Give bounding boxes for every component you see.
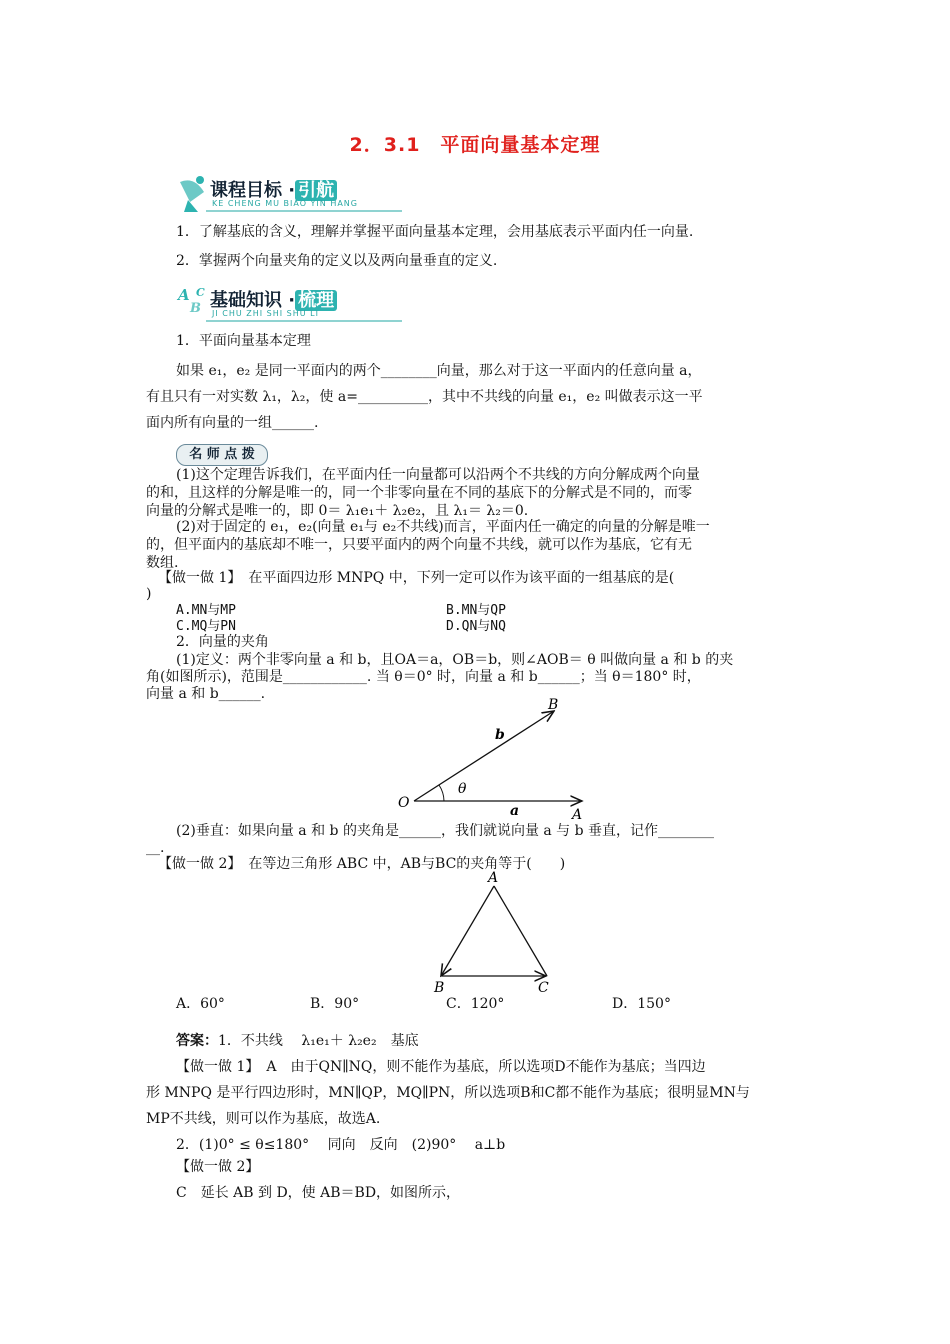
answer-line-4: MP不共线，则可以作为基底，故选A. (146, 1111, 381, 1127)
svg-text:A: A (178, 286, 190, 304)
course-goal-banner (176, 172, 406, 216)
vector-angle-figure (390, 695, 650, 825)
vector-b-arrow (414, 711, 554, 801)
basic-knowledge-banner (176, 282, 406, 326)
tip-line-6: 数组. (146, 555, 179, 571)
answer-line-6: 【做一做 2】 (176, 1159, 260, 1175)
page-title: 2．3.1 平面向量基本定理 (349, 134, 601, 156)
exercise-2-stem: 【做一做 2】 在等边三角形 ABC 中，AB与BC的夹角等于( ) (158, 856, 566, 872)
answer-label: 答案： (176, 1033, 218, 1049)
exercise-1-option-b: B.MN与QP (446, 603, 506, 618)
exercise-2-option-d: D．150° (612, 996, 671, 1012)
angle-def-line-2: 角(如图所示)，范围是____________. 当 θ＝0° 时，向量 a 和 b______；当 θ＝180° 时， (146, 669, 701, 685)
side-ac (494, 886, 547, 976)
perpendicular-line-1: (2)垂直：如果向量 a 和 b 的夹角是______，我们就说向量 a 与 b 垂直，记作________ (176, 823, 715, 839)
tip-line-4: (2)对于固定的 e₁，e₂(向量 e₁与 e₂不共线)而言，平面内任一确定的向量的分解是唯一 (176, 519, 710, 535)
exercise-2-option-b: B．90° (310, 996, 360, 1012)
banner-title: 基础知识 · 梳理 (210, 286, 337, 312)
exercise-1-option-d: D.QN与NQ (446, 619, 506, 634)
theorem-line-2: 有且只有一对实数 λ₁，λ₂，使 a=__________，其中不共线的向量 e₁，e₂ 叫做表示这一平 (146, 389, 703, 405)
banner-title: 课程目标 · 引航 (210, 176, 337, 202)
label-B: B (548, 697, 559, 713)
section-2-heading: 2．向量的夹角 (176, 634, 269, 650)
abc-icon (176, 282, 212, 324)
label-b: b (495, 727, 505, 743)
tip-line-5: 的，但平面内的基底却不唯一，只要平面内的两个向量不共线，就可以作为基底，它有无 (146, 537, 692, 553)
answer-line-7: C 延长 AB 到 D，使 AB＝BD，如图所示， (176, 1185, 461, 1201)
perpendicular-line-2: __. (146, 840, 165, 856)
side-ab (441, 886, 494, 976)
angle-def-line-3: 向量 a 和 b______. (146, 686, 266, 702)
tip-line-3: 向量的分解式是唯一的，即 0＝ λ₁e₁＋ λ₂e₂，且 λ₁＝ λ₂＝0. (146, 503, 529, 519)
exercise-2-option-c: C．120° (446, 996, 505, 1012)
answer-1-text: 1．不共线 λ₁e₁＋ λ₂e₂ 基底 (218, 1033, 419, 1049)
banner-subtitle: KE CHENG MU BIAO YIN HANG (212, 199, 358, 208)
label-A: A (488, 870, 499, 886)
teacher-tip-badge: 名 师 点 拨 (176, 444, 268, 466)
answer-line-3: 形 MNPQ 是平行四边形时，MN∥QP，MQ∥PN，所以选项B和C都不能作为基底；很明显MN与 (146, 1085, 750, 1101)
tip-line-1: (1)这个定理告诉我们，在平面内任一向量都可以沿两个不共线的方向分解成两个向量 (176, 467, 700, 483)
exercise-2-option-a: A．60° (176, 996, 225, 1012)
theorem-line-3: 面内所有向量的一组______. (146, 415, 319, 431)
exercise-1-option-a: A.MN与MP (176, 603, 236, 618)
answer-line-5: 2．(1)0° ≤ θ≤180° 同向 反向 (2)90° a⊥b (176, 1137, 506, 1153)
triangle-figure (428, 866, 568, 996)
label-theta: θ (458, 781, 467, 797)
svg-text:C: C (196, 286, 205, 299)
label-B: B (434, 980, 445, 996)
label-C: C (538, 980, 549, 996)
theorem-line-1: 如果 e₁，e₂ 是同一平面内的两个________向量，那么对于这一平面内的任意向量 a， (176, 363, 702, 379)
angle-arc (439, 785, 444, 801)
answer-line-2: 【做一做 1】 A 由于QN∥NQ，则不能作为基底，所以选项D不能作为基底；当四边 (176, 1059, 706, 1075)
svg-text:B: B (190, 301, 201, 316)
exercise-1-stem-end: ) (146, 586, 152, 602)
angle-def-line-1: (1)定义：两个非零向量 a 和 b，且OA＝a，OB＝b，则∠AOB＝ θ 叫做向量 a 和 b 的夹 (176, 652, 734, 668)
label-O: O (398, 795, 410, 811)
section-1-heading: 1．平面向量基本定理 (176, 333, 311, 349)
tip-line-2: 的和，且这样的分解是唯一的，同一个非零向量在不同的基底下的分解式是不同的，而零 (146, 485, 692, 501)
answer-line-1 (176, 1031, 419, 1051)
goal-2: 2．掌握两个向量夹角的定义以及两向量垂直的定义. (176, 253, 498, 269)
label-A: A (572, 807, 583, 823)
exercise-1-stem: 【做一做 1】 在平面四边形 MNPQ 中，下列一定可以作为该平面的一组基底的是( (158, 570, 675, 586)
satellite-dish-icon (176, 172, 212, 214)
banner-subtitle: JI CHU ZHI SHI SHU LI (212, 309, 319, 318)
goal-1: 1．了解基底的含义，理解并掌握平面向量基本定理，会用基底表示平面内任一向量. (176, 224, 694, 240)
label-a: a (510, 803, 520, 819)
exercise-1-option-c: C.MQ与PN (176, 619, 236, 634)
